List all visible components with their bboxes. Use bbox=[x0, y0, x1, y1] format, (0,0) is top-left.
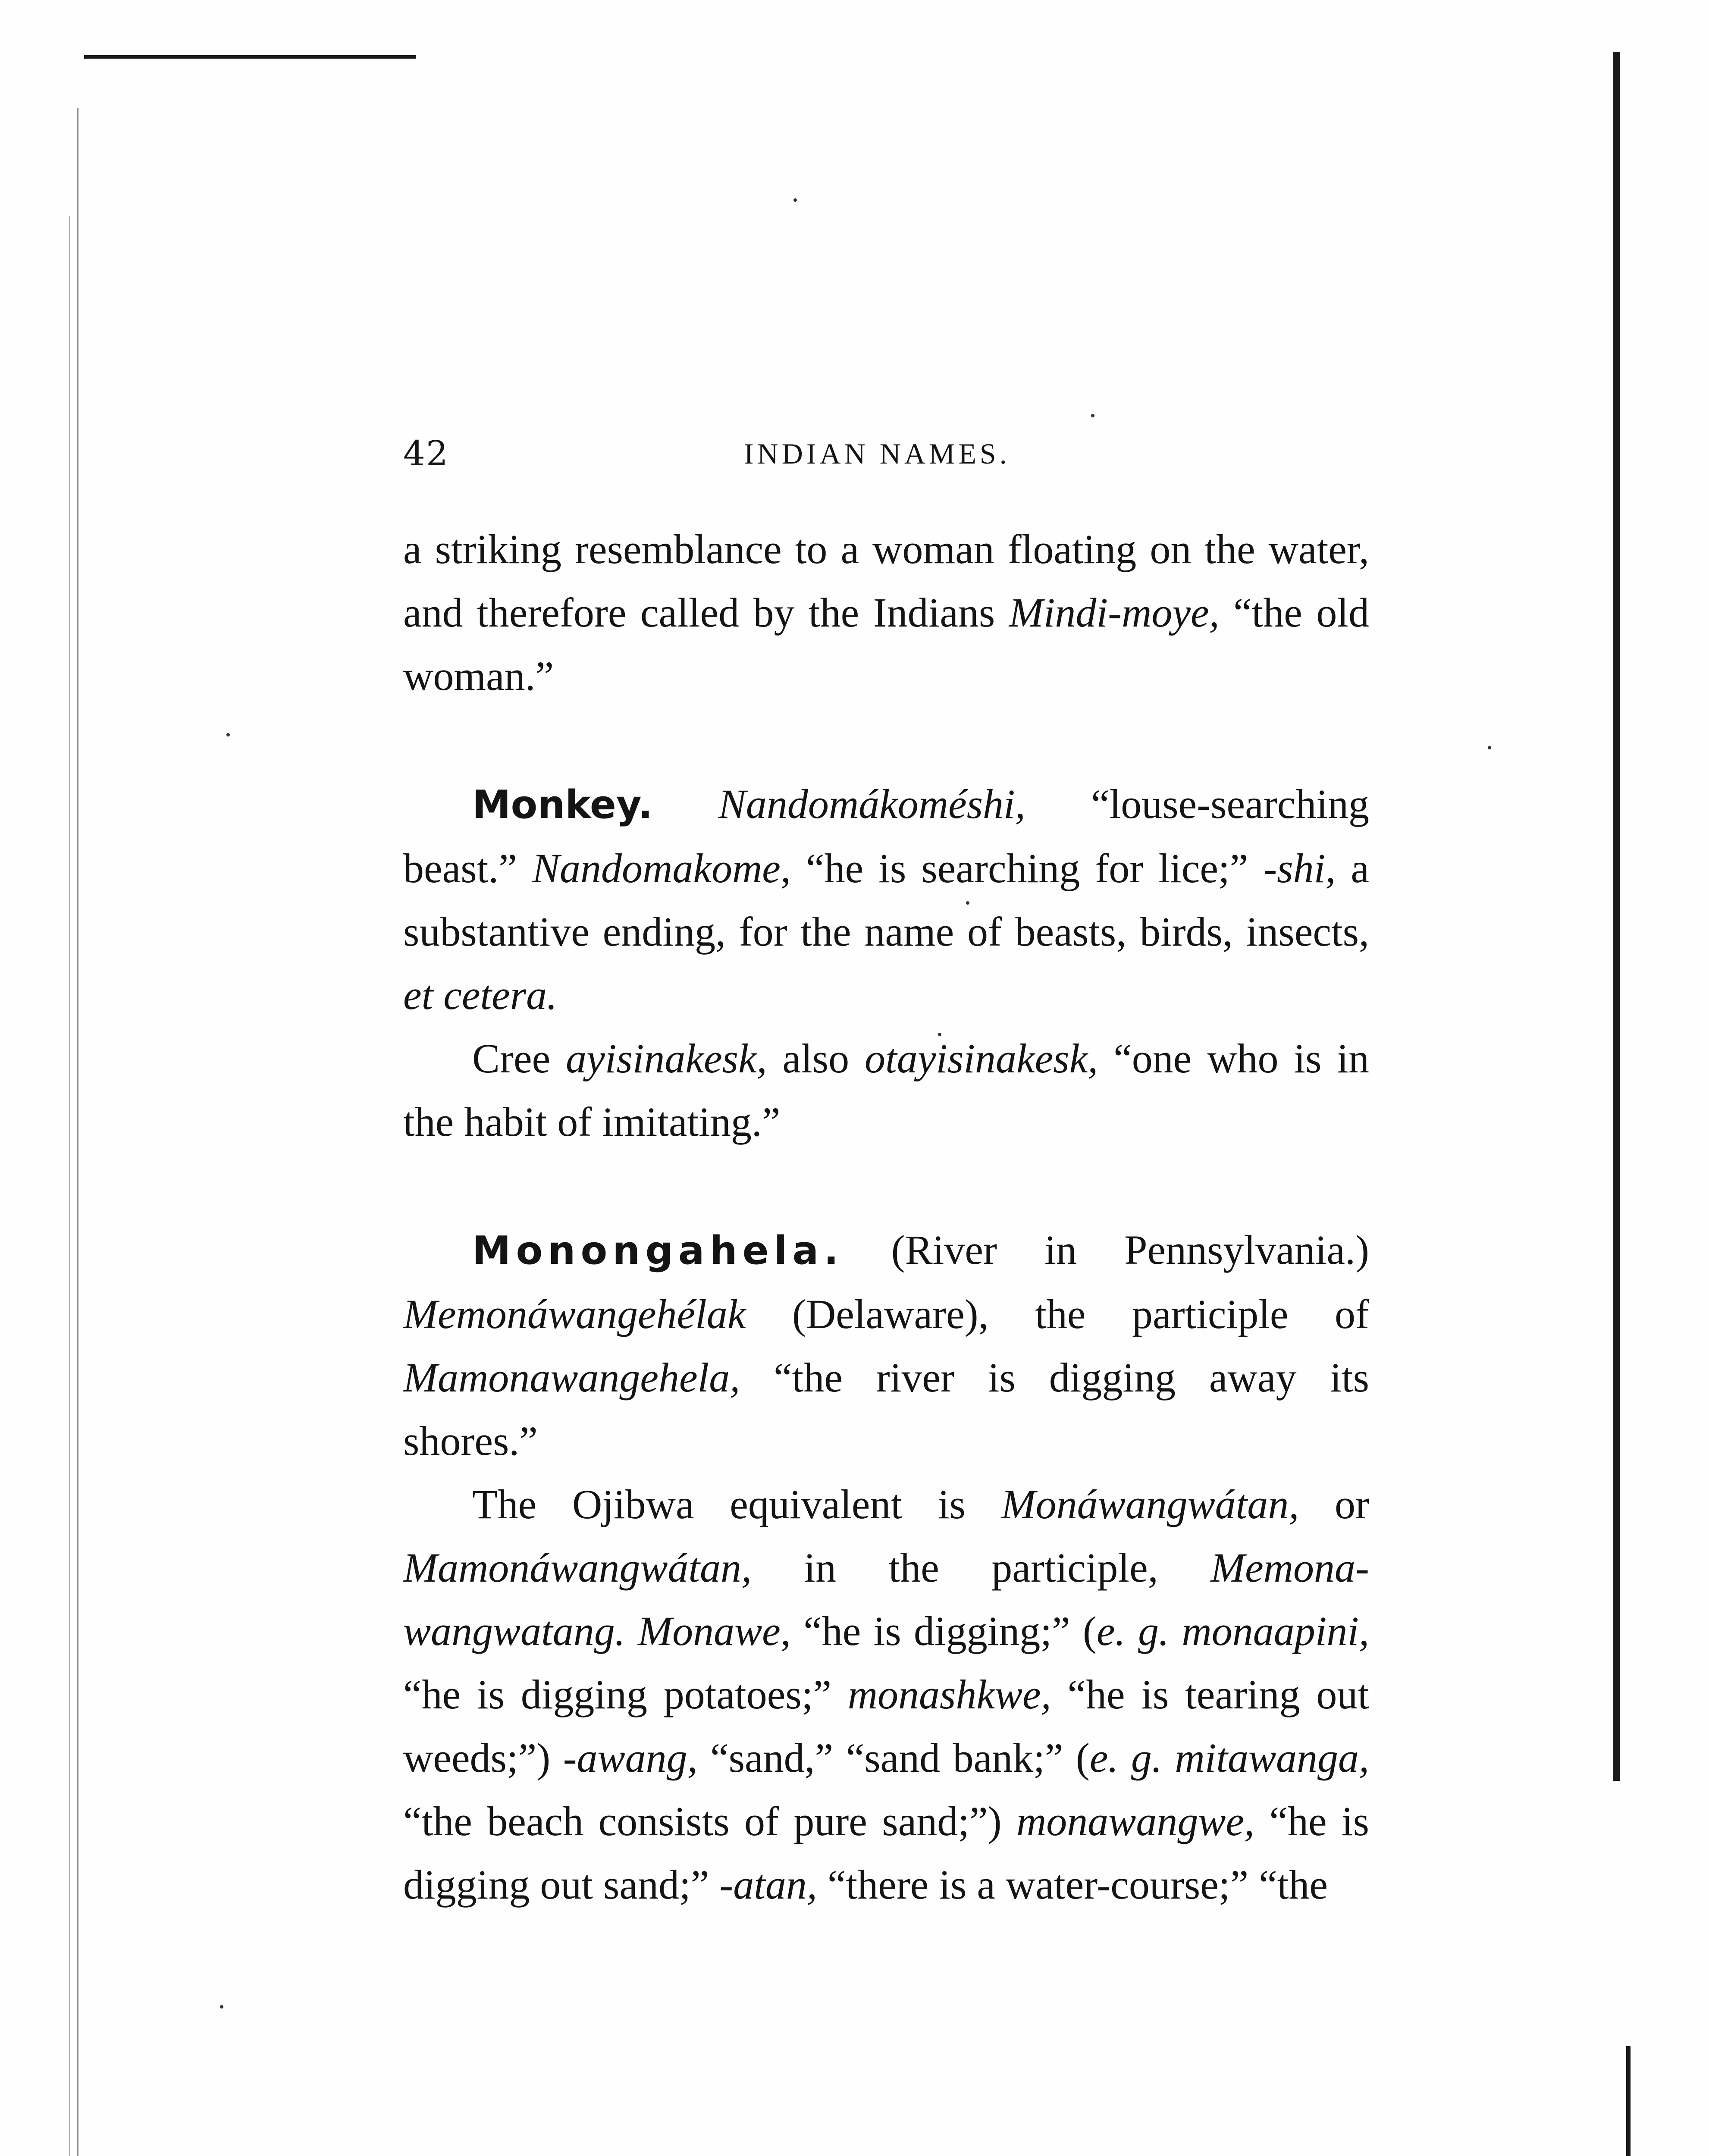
text-run: “he is digging;” ( bbox=[790, 1608, 1097, 1654]
text-run: “the beach consists of pure sand;”) bbox=[403, 1798, 1016, 1844]
italic-term: otayisinakesk, bbox=[865, 1035, 1098, 1081]
scan-top-rule bbox=[84, 55, 416, 59]
italic-term: -atan, bbox=[719, 1861, 817, 1908]
text-run: also bbox=[767, 1035, 865, 1081]
italic-term: Monáwangwátan, bbox=[1001, 1481, 1299, 1527]
paragraph-ojibwa bbox=[403, 1473, 1369, 1916]
italic-term: ayisinakesk, bbox=[566, 1035, 767, 1081]
paragraph-continuation bbox=[403, 517, 1369, 708]
text-run: “one who is in the habit of imitating.” bbox=[403, 1035, 1370, 1145]
italic-term: Monawe, bbox=[638, 1608, 791, 1654]
text-run: “he is searching for lice;” bbox=[790, 845, 1264, 891]
italic-term: Nandomákoméshi, bbox=[718, 781, 1025, 827]
italic-term: Nandomakome, bbox=[532, 845, 791, 891]
text-run: “there is a water-course;” “the bbox=[817, 1861, 1328, 1908]
scan-speck bbox=[1488, 746, 1491, 749]
scan-speck bbox=[226, 733, 230, 736]
text-run bbox=[1162, 1735, 1175, 1781]
text-run: “he is digging out sand;” bbox=[403, 1798, 1370, 1908]
italic-term: et cetera. bbox=[403, 972, 558, 1018]
italic-term: Memonáwangehélak bbox=[403, 1291, 746, 1337]
entry-monkey bbox=[403, 772, 1369, 1027]
continuation-text: a striking resemblance to a woman floating on the water, and therefore called by the Indians bbox=[403, 526, 1369, 636]
italic-term: -shi, bbox=[1263, 845, 1336, 891]
text-run: The Ojibwa equivalent is bbox=[472, 1481, 1001, 1527]
entry-headword: Monkey. bbox=[472, 782, 653, 827]
page-number: 42 bbox=[403, 433, 449, 473]
italic-term: Mamonawangehela, bbox=[403, 1354, 740, 1401]
text-run: (Delaware), the participle of bbox=[746, 1291, 1369, 1337]
italic-term: monawangwe, bbox=[1016, 1798, 1254, 1844]
body-text bbox=[403, 517, 1369, 1916]
text-run: or bbox=[1299, 1481, 1369, 1527]
scan-speck bbox=[220, 2005, 223, 2009]
italic-term: monashkwe, bbox=[847, 1671, 1051, 1717]
italic-term: Memona-wangwatang. bbox=[403, 1545, 1369, 1654]
italic-term: monaapini, bbox=[1182, 1608, 1370, 1654]
text-run: “louse-searching beast.” bbox=[403, 781, 1369, 891]
paragraph-cree bbox=[403, 1027, 1369, 1153]
text-run: (River in Pennsylvania.) bbox=[844, 1227, 1369, 1273]
text-run: in the participle, bbox=[752, 1545, 1211, 1591]
scan-speck bbox=[793, 198, 797, 202]
text-run bbox=[625, 1608, 638, 1654]
italic-term: e. g. bbox=[1097, 1608, 1169, 1654]
italic-term: mitawanga, bbox=[1175, 1735, 1370, 1781]
text-run: “the river is digging away its shores.” bbox=[403, 1354, 1369, 1464]
text-run: Cree bbox=[472, 1035, 566, 1081]
text-run: “sand,” “sand bank;” ( bbox=[697, 1735, 1090, 1781]
text-run: “he is tearing out weeds;”) bbox=[403, 1671, 1369, 1781]
page-header bbox=[403, 433, 1369, 476]
italic-term: Mindi-moye, bbox=[1009, 589, 1220, 636]
running-title: INDIAN NAMES. bbox=[744, 437, 1010, 470]
italic-term: -awang, bbox=[563, 1735, 698, 1781]
italic-term: Mamonáwangwátan, bbox=[403, 1545, 752, 1591]
text-run: “he is digging potatoes;” bbox=[403, 1671, 848, 1717]
entry-headword: Monongahela. bbox=[472, 1228, 844, 1273]
scan-right-edge-lower bbox=[1626, 2046, 1631, 2156]
italic-term: e. g. bbox=[1089, 1735, 1162, 1781]
entry-monongahela bbox=[403, 1218, 1369, 1473]
scan-left-edge-faint bbox=[69, 216, 70, 2156]
text-run: a substantive ending, for the name of beasts, birds, insects, bbox=[403, 845, 1370, 955]
continuation-text: “the old woman.” bbox=[403, 589, 1370, 699]
scan-speck bbox=[1091, 414, 1094, 417]
scan-right-binding-edge bbox=[1613, 52, 1620, 1781]
scan-left-edge bbox=[77, 108, 78, 2156]
text-run bbox=[1169, 1608, 1182, 1654]
